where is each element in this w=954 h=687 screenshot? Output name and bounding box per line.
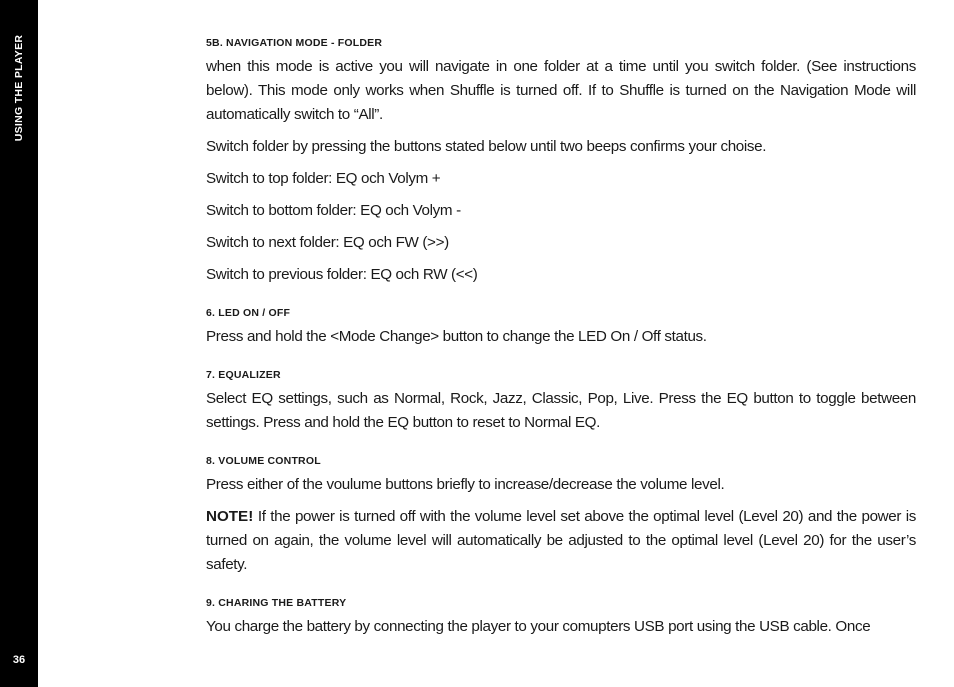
instruction-line: Switch to previous folder: EQ och RW (<<) [206,266,478,283]
paragraph: You charge the battery by connecting the player to your comupters USB port using the USB cable. Once [206,618,871,635]
section-heading: 7. EQUALIZER [206,369,281,381]
paragraph: Press either of the voulume buttons briefly to increase/decrease the volume level. [206,476,725,493]
paragraph: Press and hold the <Mode Change> button to change the LED On / Off status. [206,328,707,345]
section-heading: 9. CHARING THE BATTERY [206,597,347,609]
page-content [206,36,916,647]
section-heading: 8. VOLUME CONTROL [206,455,321,467]
section-heading: 5B. NAVIGATION MODE - FOLDER [206,37,383,49]
paragraph: Select EQ settings, such as Normal, Rock, Jazz, Classic, Pop, Live. Press the EQ button to toggle between settings. Press and hold the EQ button to reset to Normal EQ. [206,390,916,431]
section-led-on-off [206,306,916,349]
section-heading: 6. LED ON / OFF [206,307,291,319]
section-volume-control [206,454,916,577]
section-navigation-mode-folder [206,36,916,287]
section-side-label: USING THE PLAYER [13,34,25,142]
paragraph: when this mode is active you will navigate in one folder at a time until you switch folder. (See instructions below). This mode only works when Shuffle is turned off. If to Shuffle is turned on the Navigation Mode will automatically switch to “All”. [206,58,916,123]
instruction-line: Switch to bottom folder: EQ och Volym - [206,202,461,219]
note-label: NOTE! [206,508,254,525]
section-equalizer [206,368,916,435]
instruction-line: Switch to top folder: EQ och Volym + [206,170,441,187]
note-text: If the power is turned off with the volume level set above the optimal level (Level 20) and the power is turned on again, the volume level will automatically be adjusted to the optimal level (Level 20) for the user’s safety. [206,508,916,573]
note-paragraph [206,505,916,577]
side-bar [0,0,38,687]
paragraph: Switch folder by pressing the buttons stated below until two beeps confirms your choise. [206,138,767,155]
page-number: 36 [12,654,26,666]
section-charging-battery [206,596,916,639]
instruction-line: Switch to next folder: EQ och FW (>>) [206,234,449,251]
